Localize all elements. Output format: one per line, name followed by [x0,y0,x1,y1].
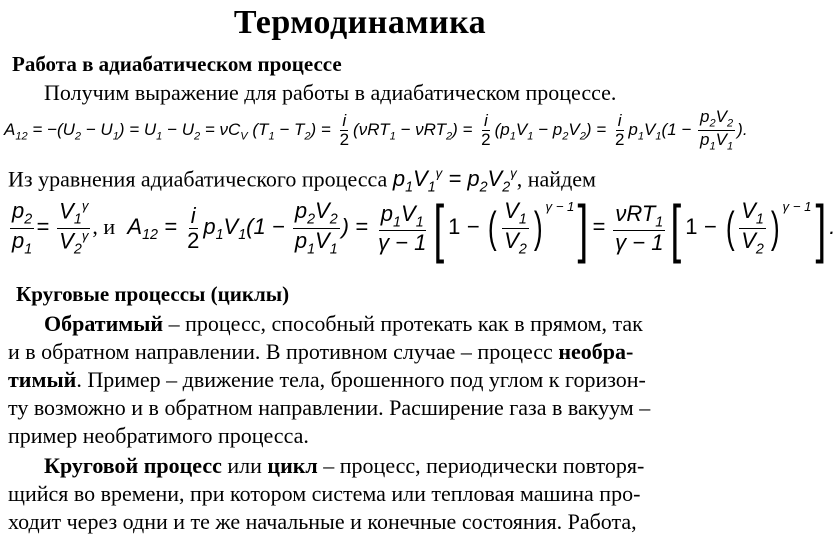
p2-line2: щийся во времени, при котором система или тепловая машина про- [8,481,641,506]
adiabatic-equation-sentence [8,166,596,196]
adiabat-equation: $p_1V_1^\gamma = p_2V_2^\gamma$ [392,166,517,196]
from-eq-suffix: , найдем [516,166,596,192]
term-reversible: Обратимый [44,311,164,336]
term-irreversible-part1: необра- [558,339,634,364]
p1-line4: ту возможно и в обратном направлении. Расширение газа в вакуум – [8,395,651,420]
section-heading-adiabatic-work: Работа в адиабатическом процессе [12,52,342,76]
from-eq-prefix: Из уравнения адиабатического процесса [8,166,388,192]
term-cyclic-process: Круговой процесс [44,453,222,478]
p2-line1: – процесс, периодически повторя- [317,453,645,478]
paragraph-reversible [8,310,713,450]
work-final-equation: $\frac{p_2}{p_1}$ = $\frac{V_1^\gamma}{V_2^\gamma}$ , и $A_{12}$ = $\frac{i}{2}$ $p_1V_1(1$ − $\frac{p_2V_2}{p_1V_1}$ ) = $\frac{p_1V_1}{\gamma - 1}$ [ 1 − ( $\frac{V_1}{V_2}$ ) $^{\gamma - 1}$] = $\frac{\nu RT_1}{\gamma - 1}$ [ 1 − ( $\frac{V_1}{V_2}$ ) $^{\gamma - 1}$] . [12,192,835,264]
term-irreversible-part2: тимый [8,367,77,392]
p1-line1: – процесс, способный протекать как в прямом, так [163,311,643,336]
p1-line3: . Пример – движение тела, брошенного под углом к горизон- [76,367,646,392]
or-word: или [221,453,268,478]
p2-line3: ходит через одни и те же начальные и конечные состояния. Работа, [8,509,637,534]
term-cycle: цикл [267,453,318,478]
paragraph-cycle [8,452,713,536]
adiabatic-work-equation: $A_{12} = -(U_2 - U_1) = U_1 - U_2 = \nu C_V$ $(T_1 - T_2)$ = $\frac{i}{2}$ (νRT$_1$ − νRT$_2$) = $\frac{i}{2}$ $(p_1V_1 - p_2V_2)$ = $\frac{i}{2}$ $p_1V_1(1$ − $\frac{p_2V_2}{p_1V_1}$ ). [4,107,748,153]
page-title: Термодинамика [233,4,487,41]
intro-text: Получим выражение для работы в адиабатическом процессе. [44,80,617,105]
and-word: , и [92,213,116,239]
p1-line5: пример необратимого процесса. [8,423,309,448]
section-heading-cyclic-processes: Круговые процессы (циклы) [16,282,290,306]
p1-line2: и в обратном направлении. В противном случае – процесс [8,339,559,364]
